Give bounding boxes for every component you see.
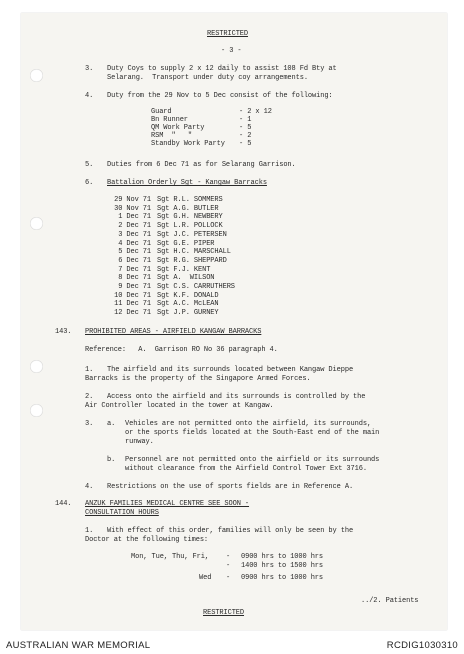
classification-footer: RESTRICTED (203, 609, 245, 617)
para-3-line: Duty Coys to supply 2 x 12 daily to assist 108 Fd Bty at (107, 65, 337, 73)
hours-dash: - (226, 562, 231, 570)
duty-value: - 2 (239, 132, 252, 140)
hours-dash: - (226, 553, 231, 561)
roster-date: 3 Dec 71 (118, 230, 151, 239)
roster-name: Sgt L.R. POLLOCK (157, 222, 223, 231)
duty-value: - 1 (239, 116, 252, 124)
roster-name: Sgt A. WILSON (157, 274, 215, 283)
roster-name: Sgt J.C. PETERSEN (157, 230, 227, 239)
order-143-p1-line: Barracks is the property of the Singapore Armed Forces. (85, 375, 311, 383)
para-number: 4. (85, 483, 94, 491)
roster-date: 6 Dec 71 (118, 256, 151, 265)
order-143-p4-text: Restrictions on the use of sports fields are in Reference A. (107, 483, 354, 491)
roster-date: 4 Dec 71 (118, 239, 151, 248)
order-143-p2-line: Air Controller located in the tower at Kangaw. (85, 402, 274, 410)
orderly-sgt-title: Battalion Orderly Sgt - Kangaw Barracks (107, 179, 267, 187)
sub-para-letter: a. (107, 420, 116, 428)
hours-dash: - (226, 574, 231, 582)
sub-para-letter: b. (107, 456, 116, 464)
para-number: 4. (85, 92, 94, 100)
roster-name: Sgt G.H. NEWBERY (157, 213, 223, 222)
roster-name: Sgt H.C. MARSCHALL (157, 248, 231, 257)
order-143-reference: Reference: A. Garrison RO No 36 paragraph 4. (85, 346, 278, 354)
duty-label: QM Work Party (151, 124, 205, 132)
order-144-p1-line: Doctor at the following times: (85, 536, 209, 544)
roster-date: 7 Dec 71 (118, 265, 151, 274)
archive-id: RCDIG1030310 (386, 640, 458, 651)
order-143-p3b-line: without clearance from the Airfield Control Tower Ext 3716. (125, 465, 367, 473)
para-3-line: Selarang. Transport under duty coy arrangements. (107, 74, 308, 82)
roster-date: 10 Dec 71 (114, 291, 151, 300)
roster-date: 12 Dec 71 (114, 309, 151, 318)
roster-date: 5 Dec 71 (118, 248, 151, 257)
roster-name: Sgt A.C. McLEAN (157, 300, 219, 309)
duty-label: Bn Runner (151, 116, 188, 124)
document-page (21, 13, 447, 630)
para-number: 1. (85, 527, 94, 535)
roster-date: 2 Dec 71 (118, 222, 151, 231)
punch-hole (30, 217, 43, 230)
order-143-p3a-line: Vehicles are not permitted onto the airfield, its surrounds, (125, 420, 372, 428)
roster-name: Sgt G.E. PIPER (157, 239, 215, 248)
page-number: - 3 - (221, 47, 242, 55)
order-144-title: ANZUK FAMILIES MEDICAL CENTRE SEE SOON - (85, 500, 250, 508)
order-143-title: PROHIBITED AREAS - AIRFIELD KANGAW BARRACKS (85, 328, 262, 336)
para-number: 2. (85, 393, 94, 401)
roster-date: 9 Dec 71 (118, 283, 151, 291)
continuation-note: ../2. Patients (361, 597, 419, 605)
hours-days: Mon, Tue, Thu, Fri, (131, 553, 209, 561)
order-143-p3a-line: runway. (125, 438, 154, 446)
para-number: 3. (85, 420, 94, 428)
order-number: 144. (55, 500, 72, 508)
punch-hole (30, 404, 43, 417)
order-143-p3b-line: Personnel are not permitted onto the airfield or its surrounds (125, 456, 380, 464)
classification-header: RESTRICTED (207, 30, 249, 38)
hours-time: 1400 hrs to 1500 hrs (241, 562, 324, 570)
para-number: 6. (85, 179, 94, 187)
roster-date: 29 Nov 71 (114, 196, 151, 204)
hours-days: Wed (199, 574, 212, 582)
duty-label: Standby Work Party (151, 140, 225, 148)
order-143-p2-line: Access onto the airfield and its surrounds is controlled by the (107, 393, 366, 401)
roster-date: 30 Nov 71 (114, 204, 151, 213)
para-number: 1. (85, 366, 94, 374)
roster-name: Sgt F.J. KENT (157, 265, 211, 274)
duty-label: RSM " " (151, 132, 193, 140)
duty-value: - 2 x 12 (239, 108, 272, 116)
roster-name: Sgt A.G. BUTLER (157, 204, 219, 213)
hours-time: 0900 hrs to 1000 hrs (241, 574, 324, 582)
roster-name: Sgt K.F. DONALD (157, 291, 219, 300)
hours-time: 0900 hrs to 1000 hrs (241, 553, 324, 561)
roster-date: 8 Dec 71 (118, 274, 151, 283)
roster-date: 1 Dec 71 (118, 213, 151, 222)
order-144-title: CONSULTATION HOURS (85, 509, 159, 517)
order-144-p1-line: With effect of this order, families will only be seen by the (107, 527, 354, 535)
order-143-p3a-line: or the sports fields located at the South-East end of the main (125, 429, 380, 437)
punch-hole (30, 360, 43, 373)
para-4-text: Duty from the 29 Nov to 5 Dec consist of the following: (107, 92, 333, 100)
roster-name: Sgt C.S. CARRUTHERS (157, 283, 235, 291)
roster-name: Sgt R.G. SHEPPARD (157, 256, 227, 265)
roster-name: Sgt J.P. GURNEY (157, 309, 219, 318)
roster-date: 11 Dec 71 (114, 300, 151, 309)
order-143-p1-line: The airfield and its surrounds located between Kangaw Dieppe (107, 366, 354, 374)
order-number: 143. (55, 328, 72, 336)
duty-value: - 5 (239, 140, 252, 148)
roster-name: Sgt R.L. SOMMERS (157, 196, 223, 204)
para-5-text: Duties from 6 Dec 71 as for Selarang Garrison. (107, 161, 296, 169)
duty-label: Guard (151, 108, 172, 116)
archive-source: AUSTRALIAN WAR MEMORIAL (6, 640, 151, 651)
duty-value: - 5 (239, 124, 252, 132)
para-number: 3. (85, 65, 94, 73)
punch-hole (30, 69, 43, 82)
para-number: 5. (85, 161, 94, 169)
